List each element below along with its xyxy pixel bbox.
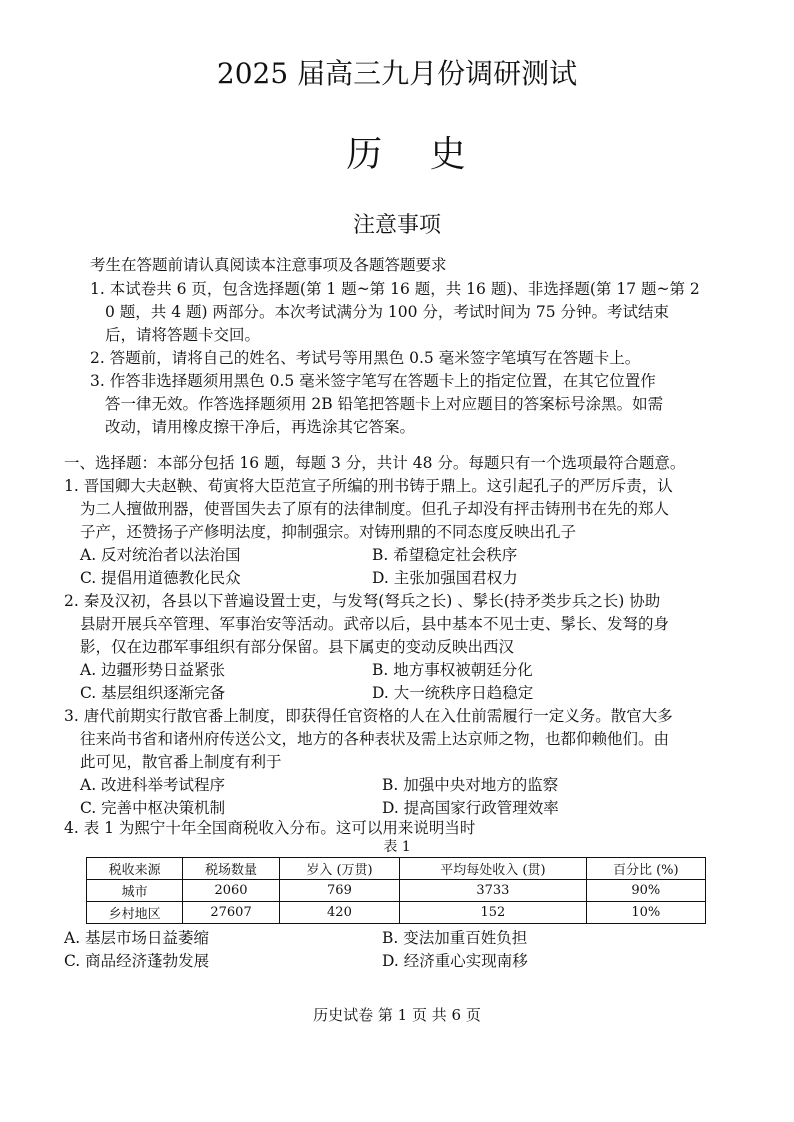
q2-option-d: D. 大一统秩序日趋稳定 [372,684,534,702]
q3-option-b: B. 加强中央对地方的监察 [382,776,559,794]
table-cell: 769 [279,880,399,902]
q1-option-b: B. 希望稳定社会秩序 [372,546,518,564]
notice-item-3-line-1: 3. 作答非选择题须用黑色 0.5 毫米签字笔写在答题卡上的指定位置，在其它位置作 [90,372,656,390]
q3-option-c: C. 完善中枢决策机制 [80,799,226,817]
tax-table [86,857,706,924]
notice-intro: 考生在答题前请认真阅读本注意事项及各题答题要求 [90,256,447,274]
q3-option-d: D. 提高国家行政管理效率 [382,799,559,817]
table-header-cell: 百分比 (%) [586,858,705,880]
table-header-row [87,858,706,880]
table-cell: 城市 [87,880,183,902]
page-footer: 历史试卷 第 1 页 共 6 页 [313,1006,481,1024]
table-header-cell: 岁入 (万贯) [279,858,399,880]
table-cell: 10% [586,902,705,924]
notice-item-1-line-2: 0 题，共 4 题) 两部分。本次考试满分为 100 分，考试时间为 75 分钟。考试结束 [105,303,669,321]
notice-item-2: 2. 答题前，请将自己的姓名、考试号等用黑色 0.5 毫米签字笔填写在答题卡上。 [90,349,641,367]
q1-option-c: C. 提倡用道德教化民众 [80,569,241,587]
section-one-heading: 一、选择题：本部分包括 16 题，每题 3 分，共计 48 分。每题只有一个选项最符合题意。 [64,454,686,472]
q4-option-c: C. 商品经济蓬勃发展 [64,952,210,970]
q2-stem-line-2: 县尉开展兵卒管理、军事治安等活动。武帝以后，县中基本不见士吏、髳长、发弩的身 [80,615,670,633]
q1-option-d: D. 主张加强国君权力 [372,569,518,587]
q2-stem-line-3: 影，仅在边郡军事组织有部分保留。县下属吏的变动反映出西汉 [80,638,515,656]
notice-heading: 注意事项 [352,213,441,238]
table-cell: 90% [586,880,705,902]
table-cell: 27607 [183,902,279,924]
table-header-cell: 平均每处收入 (贯) [400,858,586,880]
q4-option-b: B. 变法加重百姓负担 [382,929,528,947]
table-cell: 420 [279,902,399,924]
notice-item-3-line-2: 答一律无效。作答选择题须用 2B 铅笔把答题卡上对应题目的答案标号涂黑。如需 [105,395,664,413]
exam-title: 2025 届高三九月份调研测试 [216,57,578,90]
table-cell: 152 [400,902,586,924]
q2-option-b: B. 地方事权被朝廷分化 [372,661,533,679]
table-row [87,902,706,924]
q1-stem-line-2: 为二人擅做刑器，使晋国失去了原有的法律制度。但孔子却没有抨击铸刑书在先的郑人 [80,500,670,518]
table-header-cell: 税场数量 [183,858,279,880]
q2-option-a: A. 边疆形势日益紧张 [80,661,226,679]
q2-option-c: C. 基层组织逐渐完备 [80,684,226,702]
table-cell: 2060 [183,880,279,902]
table-cell: 3733 [400,880,586,902]
table-cell: 乡村地区 [87,902,183,924]
q2-stem-line-1: 2. 秦及汉初，各县以下普遍设置士吏，与发弩(弩兵之长) 、髳长(持矛类步兵之长) 协助 [64,592,661,610]
notice-item-3-line-3: 改动，请用橡皮擦干净后，再选涂其它答案。 [105,418,416,436]
notice-item-1-line-1: 1. 本试卷共 6 页，包含选择题(第 1 题~第 16 题，共 16 题)、非选择题(第 17 题~第 2 [90,280,700,298]
q1-option-a: A. 反对统治者以法治国 [80,546,241,564]
table-row [87,880,706,902]
table-caption: 表 1 [383,839,411,855]
q3-stem-line-2: 往来尚书省和诸州府传送公文，地方的各种表状及需上达京师之物，也都仰赖他们。由 [80,730,670,748]
notice-item-1-line-3: 后，请将答题卡交回。 [105,326,261,344]
q4-stem-line-1: 4. 表 1 为熙宁十年全国商税收入分布。这可以用来说明当时 [64,819,476,837]
q3-stem-line-1: 3. 唐代前期实行散官番上制度，即获得任官资格的人在入仕前需履行一定义务。散官大多 [64,707,673,725]
q1-stem-line-1: 1. 晋国卿大夫赵鞅、荀寅将大臣范宣子所编的刑书铸于鼎上。这引起孔子的严厉斥责，认 [64,477,673,495]
q3-stem-line-3: 此可见，散官番上制度有利于 [80,753,282,771]
q4-option-d: D. 经济重心实现南移 [382,952,528,970]
q1-stem-line-3: 子产，还赞扬子产修明法度，抑制强宗。对铸刑鼎的不同态度反映出孔子 [80,523,577,541]
q3-option-a: A. 改进科举考试程序 [80,776,226,794]
table-header-cell: 税收来源 [87,858,183,880]
q4-option-a: A. 基层市场日益萎缩 [64,929,210,947]
subject-title: 历 史 [346,134,484,175]
